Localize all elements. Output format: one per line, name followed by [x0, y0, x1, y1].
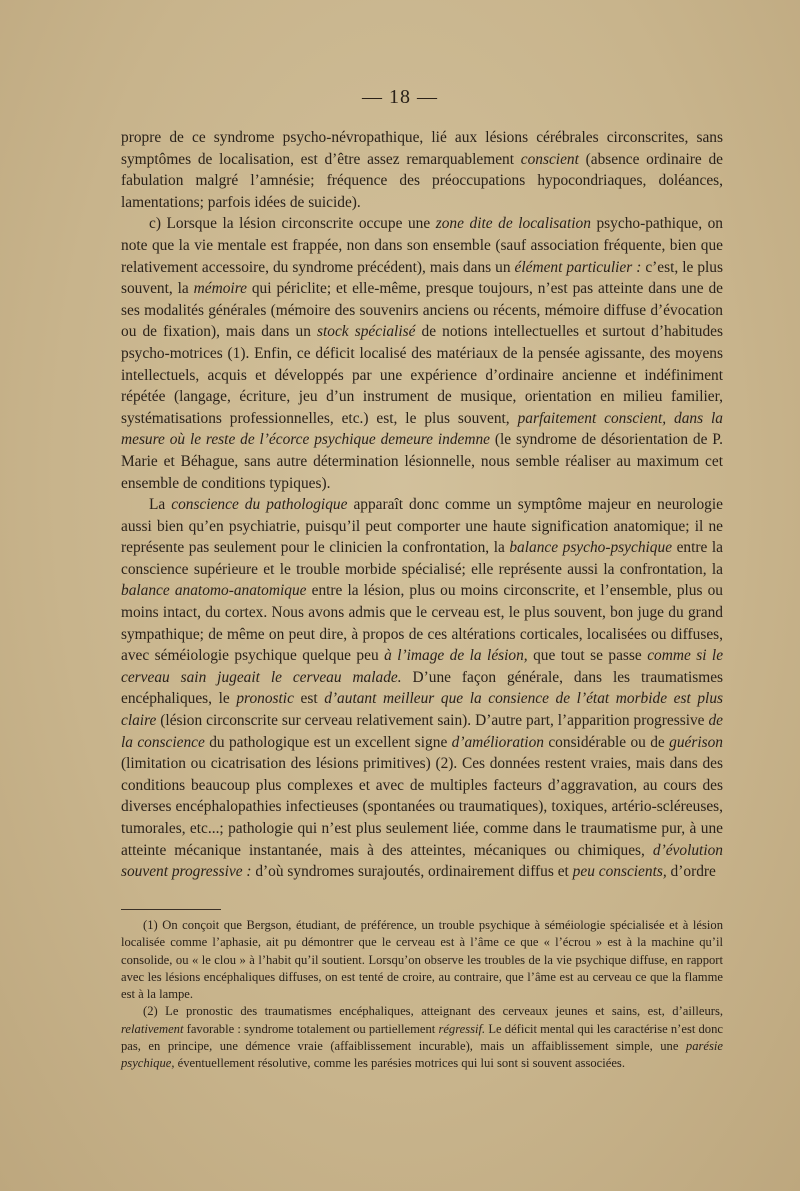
text-run: de notions intellectuelles et surtout d’habitudes psycho-motrices (1). Enfin, ce déficit localisé des matériaux de la pensée agissante, des moyens intellectuels, acquis et développés par une expérience d’ordinaire ancienne et indéfiniment répétée (langage, écriture, jeu d’un instrument de musique, orientation en milieu familier, systématisations professionnelles, etc.) est, le plus souvent,	[121, 323, 723, 427]
text-run: favorable : syndrome totalement ou partiellement	[183, 1021, 439, 1036]
italic-phrase: à l’image de la lésion,	[384, 647, 528, 665]
text-run: D’une façon générale, dans les traumatismes encéphaliques, le	[121, 668, 724, 708]
text-run: (le syndrome de désorientation de P. Marie et Béhague, sans autre détermination lésionnelle, nous semble réaliser au maximum cet ensemble de conditions typiques).	[121, 431, 724, 492]
footnote-1	[121, 917, 723, 1003]
italic-phrase: parfaitement conscient, dans la mesure où le reste de l’écorce psychique demeure indemne	[121, 409, 723, 449]
text-run: entre la conscience supérieure et le trouble morbide spécialisé; elle représente aussi la confrontation, la	[121, 539, 723, 578]
italic-phrase: parésie psychique,	[121, 1039, 723, 1071]
text-run: d’ordre	[666, 863, 716, 881]
italic-phrase: mémoire	[193, 280, 247, 298]
text-run: éventuellement résolutive, comme les parésies motrices qui lui sont si souvent associées.	[174, 1056, 625, 1071]
text-run: que tout se passe	[527, 647, 648, 665]
italic-phrase: de la conscience	[121, 712, 723, 751]
italic-phrase: guérison	[669, 733, 723, 751]
italic-phrase: conscient	[520, 150, 579, 168]
text-run: (limitation ou cicatrisation des lésions primitives) (2). Ces données restent vraies, mais dans des conditions beaucoup plus complexes et avec de multiples facteurs d’aggravation, au cours des diverses encéphalopathies infectieuses (spontanées ou traumatiques), toxiques, artério-scléreuses, tumorales, etc...; pathologie qui n’est plus seulement liée, comme dans le traumatisme pur, à une atteinte mécanique instantanée, mais à des atteintes, mécaniques ou chimiques,	[121, 755, 723, 859]
paragraph-2	[121, 213, 723, 494]
paragraph-1	[121, 127, 723, 213]
text-run: (2) Le pronostic des traumatismes encéphaliques, atteignant des cerveaux jeunes et sains, est, d’ailleurs,	[143, 1004, 723, 1019]
text-run: c’est, le plus souvent, la	[121, 258, 723, 298]
footnote-2	[121, 1003, 723, 1072]
text-run: (lésion circonscrite sur cerveau relativement sain). D’autre part, l’apparition progressive	[156, 712, 709, 730]
italic-phrase: relativement	[121, 1021, 184, 1036]
text-run: (absence ordinaire de fabulation malgré l’amnésie; fréquence des préoccupations hypocondriaques, doléances, lamentations; parfois idées de suicide).	[121, 150, 723, 211]
page-number: — 18 —	[362, 86, 438, 108]
italic-phrase: stock spécialisé	[317, 323, 416, 341]
italic-phrase: conscience du pathologique	[171, 496, 348, 514]
italic-phrase: d’autant meilleur que la consience de l’état morbide est plus claire	[121, 690, 724, 730]
paragraph-3	[121, 494, 723, 883]
body-text	[121, 127, 723, 883]
italic-phrase: élément particulier :	[514, 258, 642, 276]
text-run: c) Lorsque la lésion circonscrite occupe une	[149, 215, 436, 233]
text-run: (1) On conçoit que Bergson, étudiant, de préférence, un trouble psychique à séméiologie spécialisée et à lésion localisée comme l’aphasie, ait pu démontrer que le cerveau est à l’âme ce que « l’écrou » est à la machine qu’il consolide, ou « le clou » à l’habit qu’il soutient. Lorsqu’on observe les troubles de la vie psychique diffuse, en rapport avec les lésions encéphaliques diffuses, on est tenté de croire, au contraire, que l’âme est au cerveau ce que la flamme est à la lampe.	[121, 918, 723, 1002]
italic-phrase: pronostic	[236, 690, 294, 708]
text-run: qui périclite; et elle-même, presque toujours, n’est pas atteinte dans une de ses modalités générales (mémoire des souvenirs anciens ou récents, mémoire diffuse d’évocation ou de fixation), mais dans un	[121, 280, 724, 341]
text-run: d’où syndromes surajoutés, ordinairement diffus et	[251, 863, 573, 881]
italic-phrase: balance anatomo-anatomique	[121, 582, 307, 600]
italic-phrase: d’évolution souvent progressive :	[121, 841, 723, 881]
text-run: apparaît donc comme un symptôme majeur en neurologie aussi bien qu’en psychiatrie, puisqu’il peut comporter une haute signification anatomique; il ne représente pas seulement pour le clinicien la confrontation, la	[121, 496, 723, 557]
italic-phrase: peu conscients,	[572, 863, 667, 881]
text-run: propre de ce syndrome psycho-névropathique, lié aux lésions cérébrales circonscrites, sans symptômes de localisation, est d’être assez remarquablement	[121, 129, 723, 168]
italic-phrase: comme si le cerveau sain jugeait le cerveau malade.	[121, 647, 724, 686]
text-run: La	[149, 496, 172, 514]
text-run: considérable ou de	[543, 733, 670, 751]
footnotes	[121, 917, 723, 1073]
italic-phrase: balance psycho-psychique	[509, 539, 673, 557]
footnote-separator	[121, 909, 221, 910]
text-run: du pathologique est un excellent signe	[204, 733, 452, 751]
italic-phrase: d’amélioration	[451, 733, 544, 751]
text-run: est	[293, 690, 325, 708]
italic-phrase: régressif.	[438, 1021, 486, 1036]
text-run: psycho-pathique, on note que la vie mentale est frappée, non dans son ensemble (sauf association fréquente, bien que relativement accessoire, du syndrome précédent), mais dans un	[121, 215, 723, 276]
text-run: entre la lésion, plus ou moins circonscrite, et l’ensemble, plus ou moins intact, du cortex. Nous avons admis que le cerveau est, le plus souvent, bon juge du grand sympathique; de même on peut dire, à propos de ces altérations corticales, localisées ou diffuses, avec séméiologie psychique quelque peu	[121, 582, 723, 665]
italic-phrase: zone dite de localisation	[435, 215, 591, 233]
text-run: Le déficit mental qui les caractérise n’est donc pas, en principe, une démence vraie (affaiblissement incurable), mais un affaiblissement simple, une	[121, 1021, 723, 1054]
